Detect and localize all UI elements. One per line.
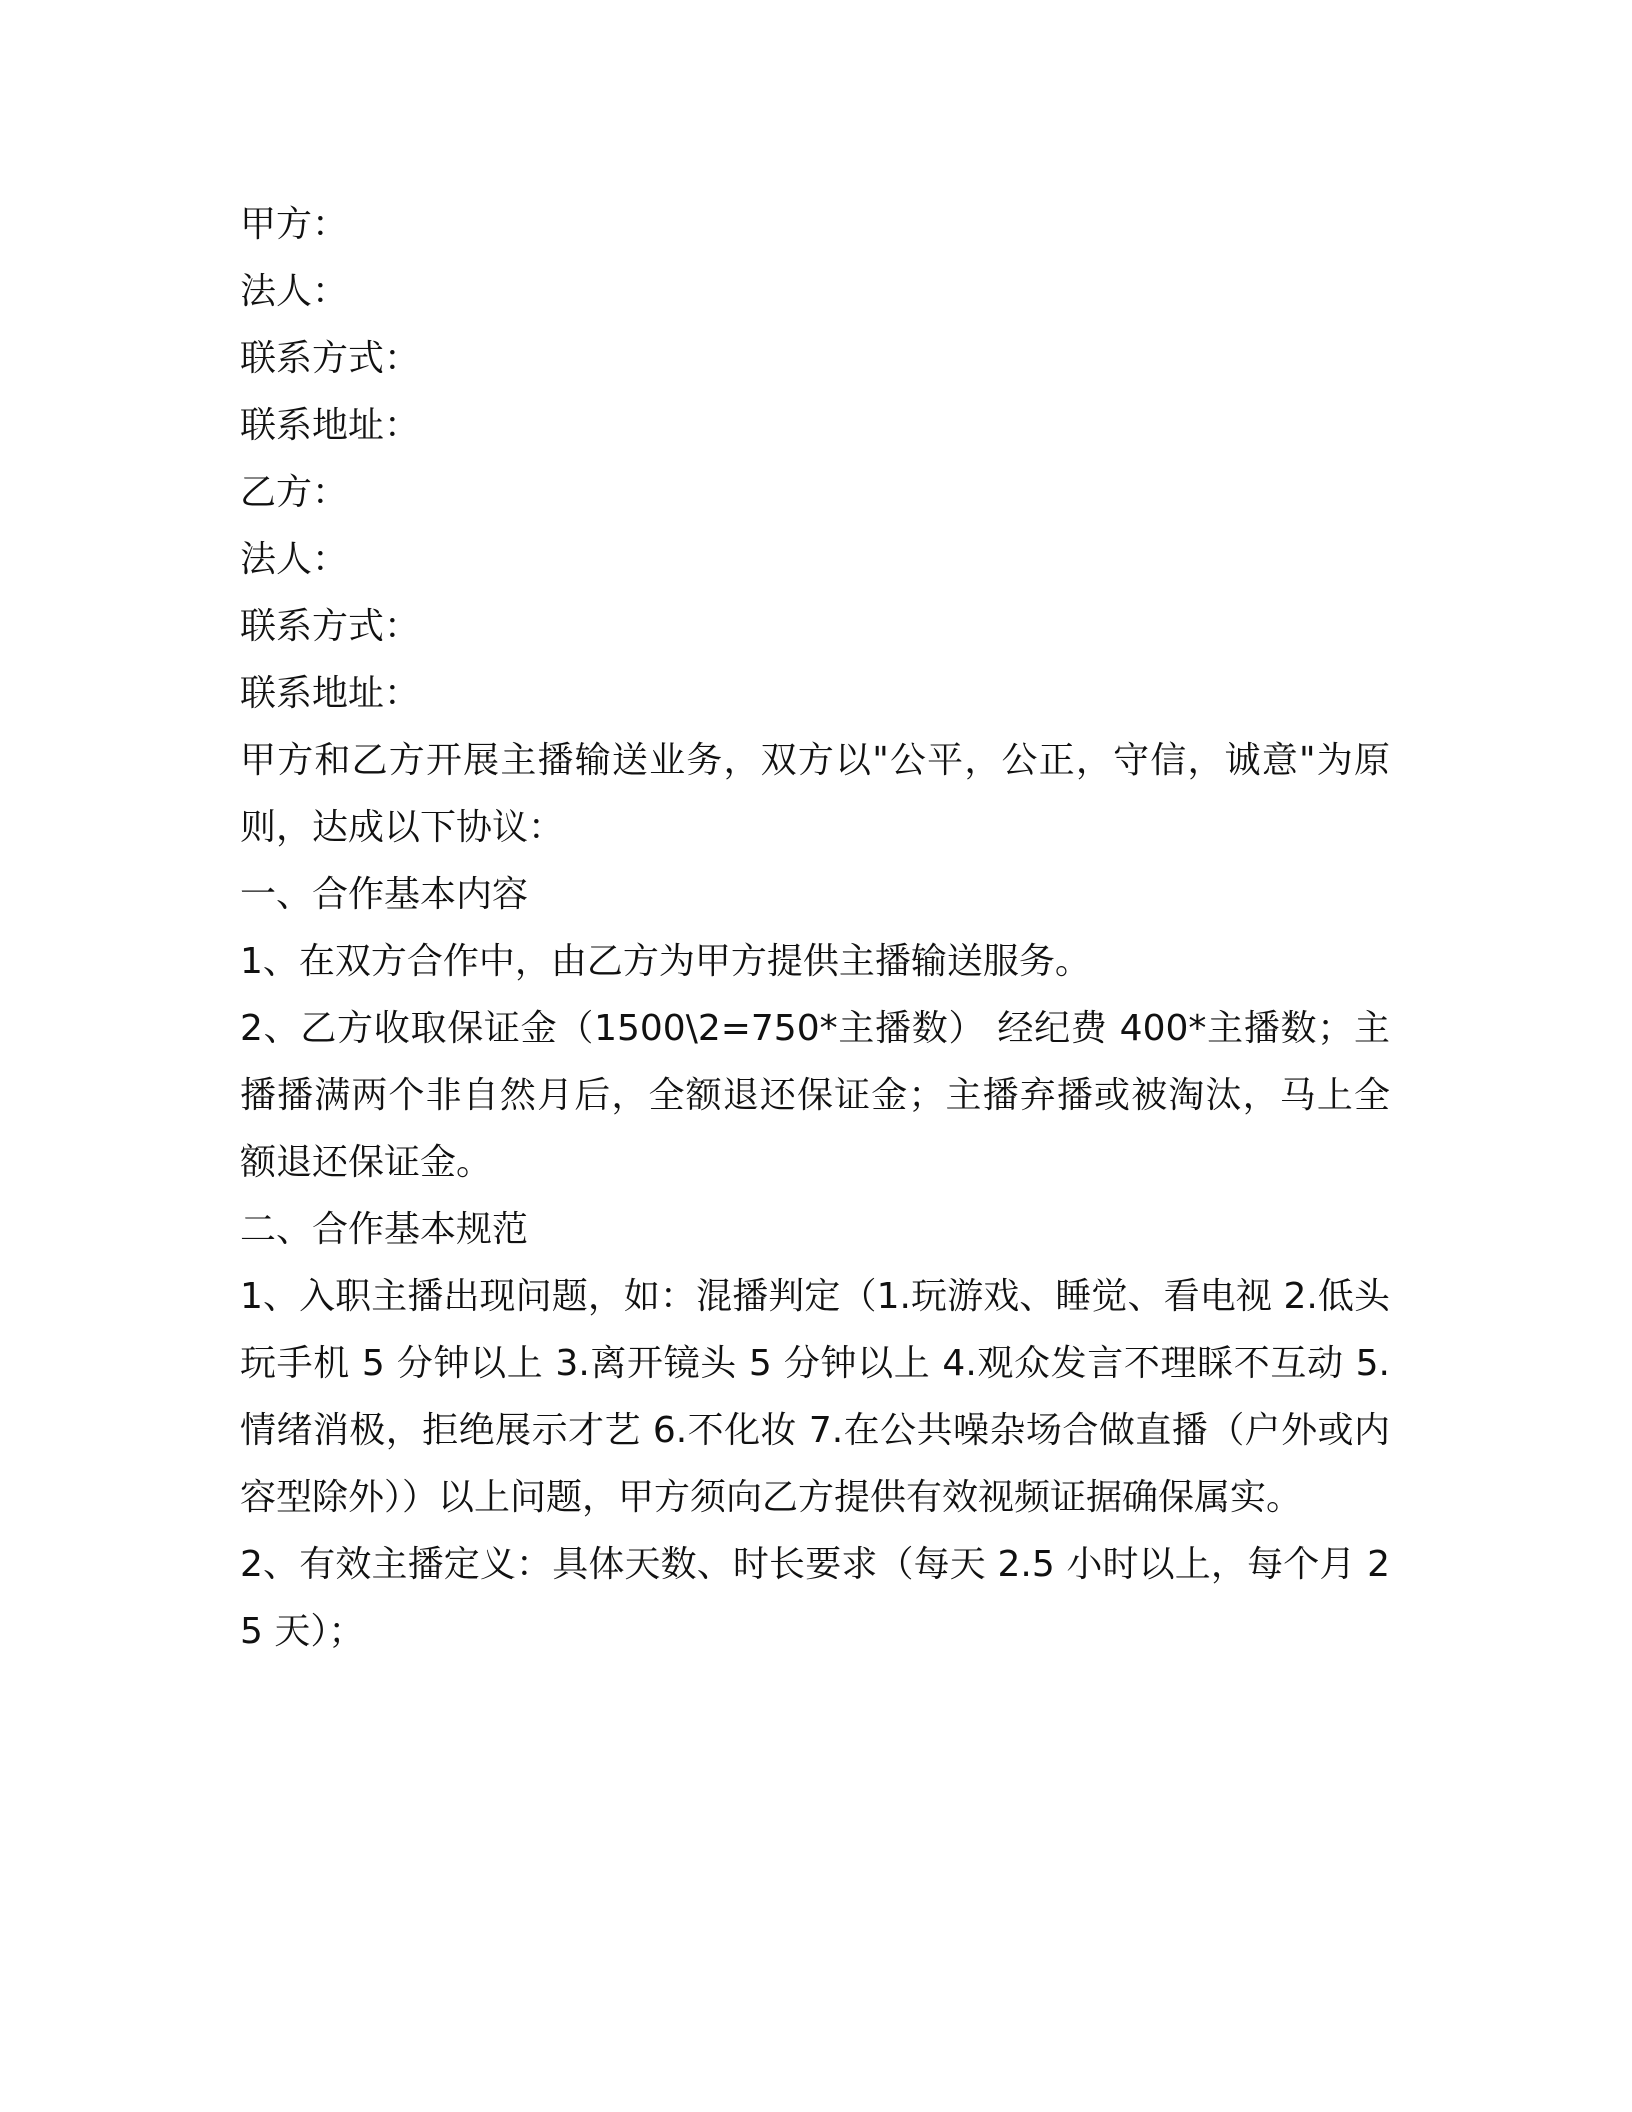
section-1-title: 一、合作基本内容 [240,874,529,915]
party-b-legal-label: 法人： [240,539,349,580]
section-1-item-1: 1、在双方合作中，由乙方为甲方提供主播输送服务。 [240,941,1091,982]
section-2-item-1: 1、入职主播出现问题，如：混播判定（1.玩游戏、睡觉、看电视 2.低头玩手机 5 分钟以上 3.离开镜头 5 分钟以上 4.观众发言不理睬不互动 5.情绪消极，拒绝展示才艺 6.不化妆 7.在公共噪杂场合做直播（户外或内容型除外））以上问题，甲方须向乙方提供有效视频证据确保属实。 [240,1276,1390,1518]
party-b-contact-label: 联系方式： [240,606,421,647]
party-b-label: 乙方： [240,472,349,513]
party-b-address-label: 联系地址： [240,673,421,714]
section-2-item-2: 2、有效主播定义：具体天数、时长要求（每天 2.5 小时以上，每个月 25 天）； [240,1544,1390,1652]
party-a-legal-label: 法人： [240,271,349,312]
party-a-contact-label: 联系方式： [240,338,421,379]
party-a-address-label: 联系地址： [240,405,421,446]
intro-paragraph: 甲方和乙方开展主播输送业务，双方以"公平，公正，守信，诚意"为原则，达成以下协议： [240,740,1390,848]
section-2-title: 二、合作基本规范 [240,1209,529,1250]
document-body [240,191,1390,1665]
section-1-item-2: 2、乙方收取保证金（1500\2=750*主播数） 经纪费 400*主播数；主播播满两个非自然月后，全额退还保证金；主播弃播或被淘汰，马上全额退还保证金。 [240,1008,1390,1183]
party-a-label: 甲方： [240,204,349,245]
